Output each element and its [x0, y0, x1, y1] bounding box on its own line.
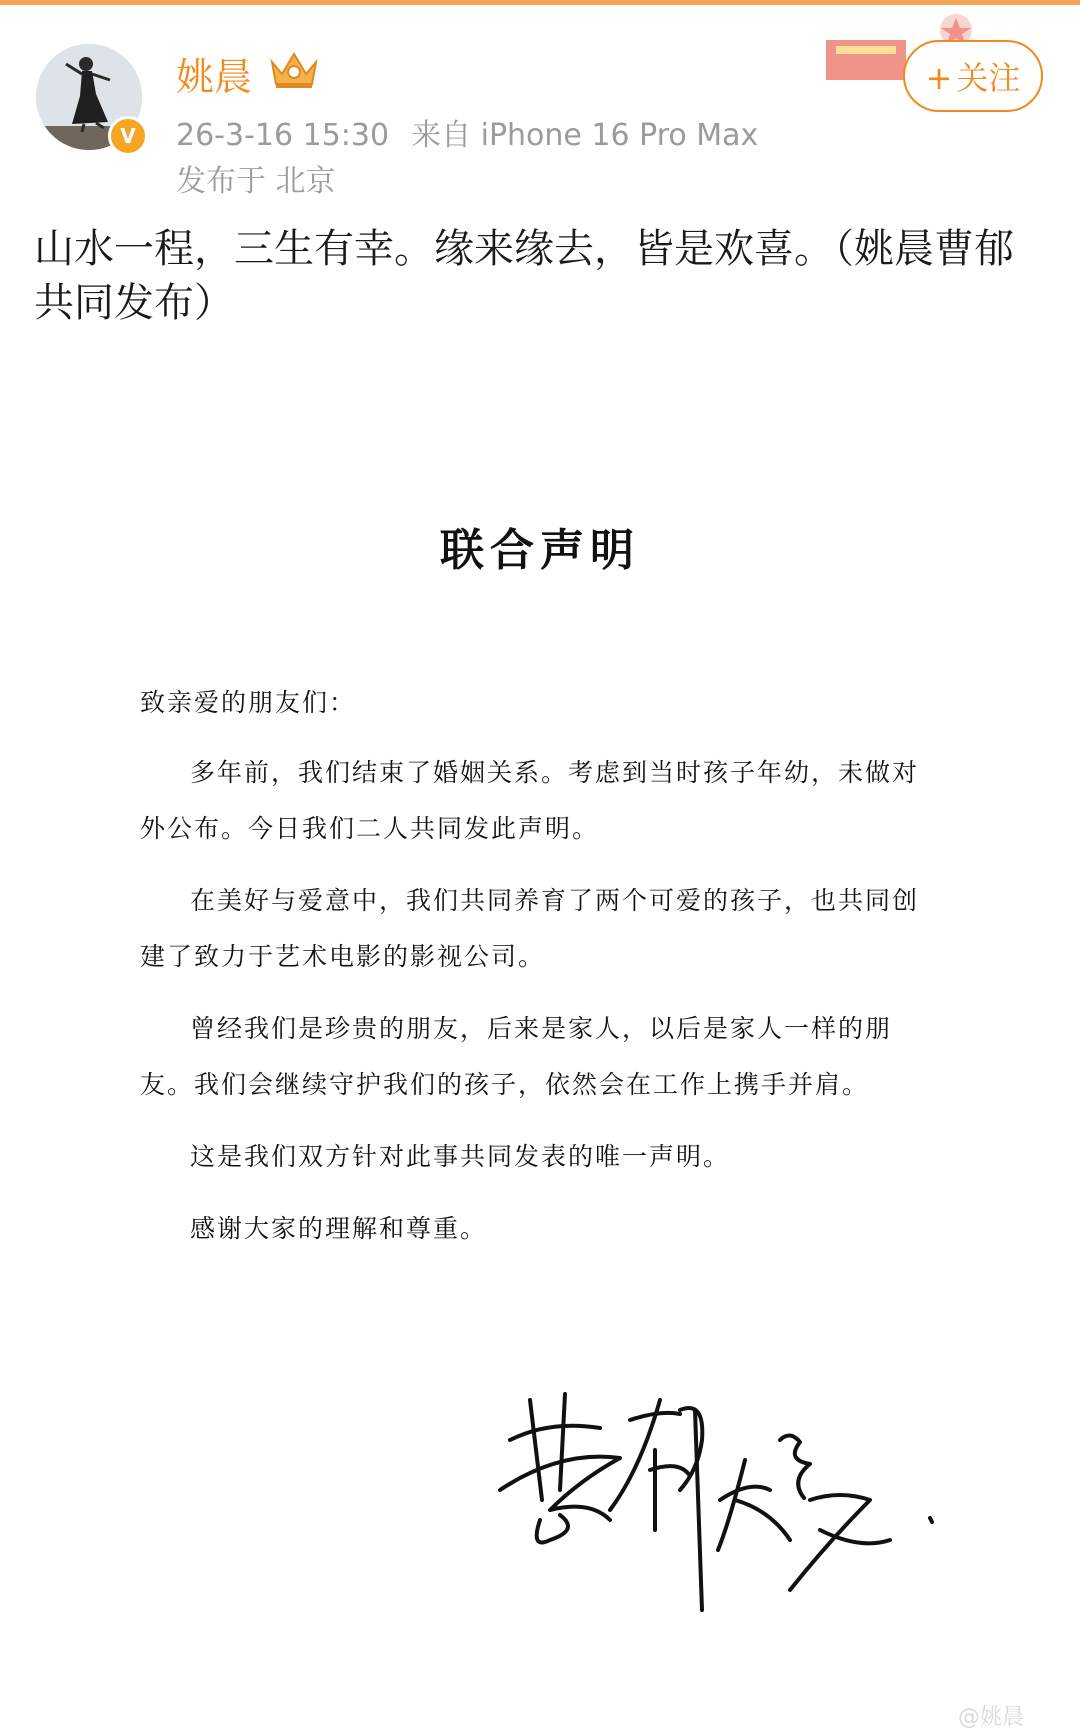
- statement-paragraph: 感谢大家的理解和尊重。: [190, 1214, 488, 1243]
- watermark: @姚晨: [958, 1705, 1025, 1730]
- statement-paragraph: 曾经我们是珍贵的朋友，后来是家人，以后是家人一样的朋友。我们会继续守护我们的孩子，依然会在工作上携手并肩。: [140, 1014, 893, 1099]
- user-name[interactable]: 姚晨: [176, 55, 253, 99]
- post-meta: [176, 110, 758, 154]
- top-accent-line: [0, 0, 1080, 5]
- post-text: 山水一程，三生有幸。缘来缘去，皆是欢喜。（姚晨曹郁共同发布）: [34, 226, 1014, 326]
- statement-paragraph: 这是我们双方针对此事共同发表的唯一声明。: [190, 1142, 731, 1171]
- statement-body: [140, 675, 940, 1273]
- follow-button[interactable]: [903, 40, 1043, 112]
- verified-badge-icon: V: [108, 116, 148, 156]
- plus-icon: +: [925, 59, 953, 97]
- crown-icon: [268, 48, 320, 90]
- statement-image[interactable]: [0, 340, 1080, 1731]
- statement-salutation: 致亲爱的朋友们：: [140, 688, 357, 717]
- post-source: 来自 iPhone 16 Pro Max: [411, 118, 759, 153]
- statement-paragraph: 多年前，我们结束了婚姻关系。考虑到当时孩子年幼，未做对外公布。今日我们二人共同发此声明。: [140, 758, 920, 843]
- post-location: 发布于 北京: [176, 164, 336, 199]
- statement-paragraph: 在美好与爱意中，我们共同养育了两个可爱的孩子，也共同创建了致力于艺术电影的影视公司。: [140, 886, 920, 971]
- post-timestamp: 26-3-16 15:30: [176, 118, 390, 153]
- handwritten-signature: [490, 1380, 990, 1640]
- follow-label: 关注: [956, 59, 1021, 97]
- statement-title: 联合声明: [440, 525, 640, 576]
